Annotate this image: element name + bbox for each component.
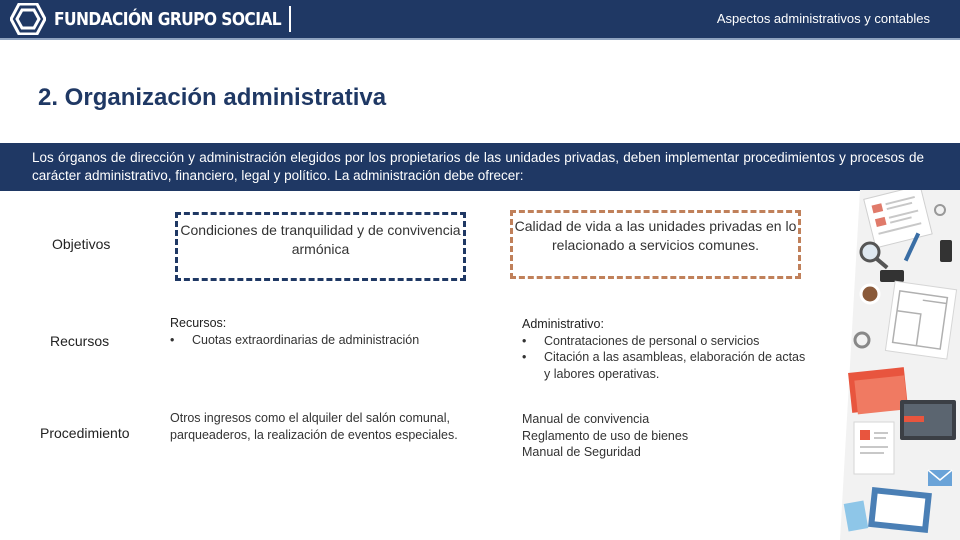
logo[interactable] [10,3,291,35]
administrativo-heading: Administrativo: [522,317,604,331]
bullet-item [522,349,812,382]
objective-box-convivencia: Condiciones de tranquilidad y de convivencia armónica [175,212,466,281]
procedimiento-block-2 [522,411,782,461]
page-title: 2. Organización administrativa [38,84,387,111]
office-desk-illustration [840,190,960,540]
row-label-procedimiento: Procedimiento [40,425,130,441]
intro-paragraph: Los órganos de dirección y administración elegidos por los propietarios de las unidades privadas, deben implementar procedimientos y procesos de carácter administrativo, financiero, legal y político. La administración debe ofrecer: [0,143,960,191]
procedimiento-block-1: Otros ingresos como el alquiler del salón comunal, parqueaderos, la realización de eventos especiales. [170,411,458,442]
objective-box-calidad-vida: Calidad de vida a las unidades privadas en lo relacionado a servicios comunes. [510,210,801,279]
recursos-block-2 [522,316,812,382]
bullet-icon: • [522,333,527,348]
bullet-text: Citación a las asambleas, elaboración de actas y labores operativas. [544,350,806,381]
logo-separator [289,6,291,32]
logo-text: FUNDACIÓN GRUPO SOCIAL [54,8,282,30]
row-label-objetivos: Objetivos [52,236,111,252]
bullet-text: Cuotas extraordinarias de administración [192,332,420,347]
bullet-icon: • [522,350,527,364]
row-label-recursos: Recursos [50,333,110,349]
recursos-block-1 [170,315,490,348]
bullet-item [170,332,490,349]
procedimiento-item: Reglamento de uso de bienes [522,428,689,443]
header-subtitle: Aspectos administrativos y contables [716,11,930,26]
bullet-text: Contrataciones de personal o servicios [544,333,760,348]
procedimiento-item: Manual de Seguridad [522,445,641,459]
bullet-item [522,333,812,350]
foundation-logo-icon [10,3,46,35]
recursos-heading: Recursos: [170,316,227,330]
bullet-icon: • [170,332,175,347]
header-divider [0,38,960,40]
top-header-bar [0,0,960,38]
procedimiento-item: Manual de convivencia [522,412,650,426]
